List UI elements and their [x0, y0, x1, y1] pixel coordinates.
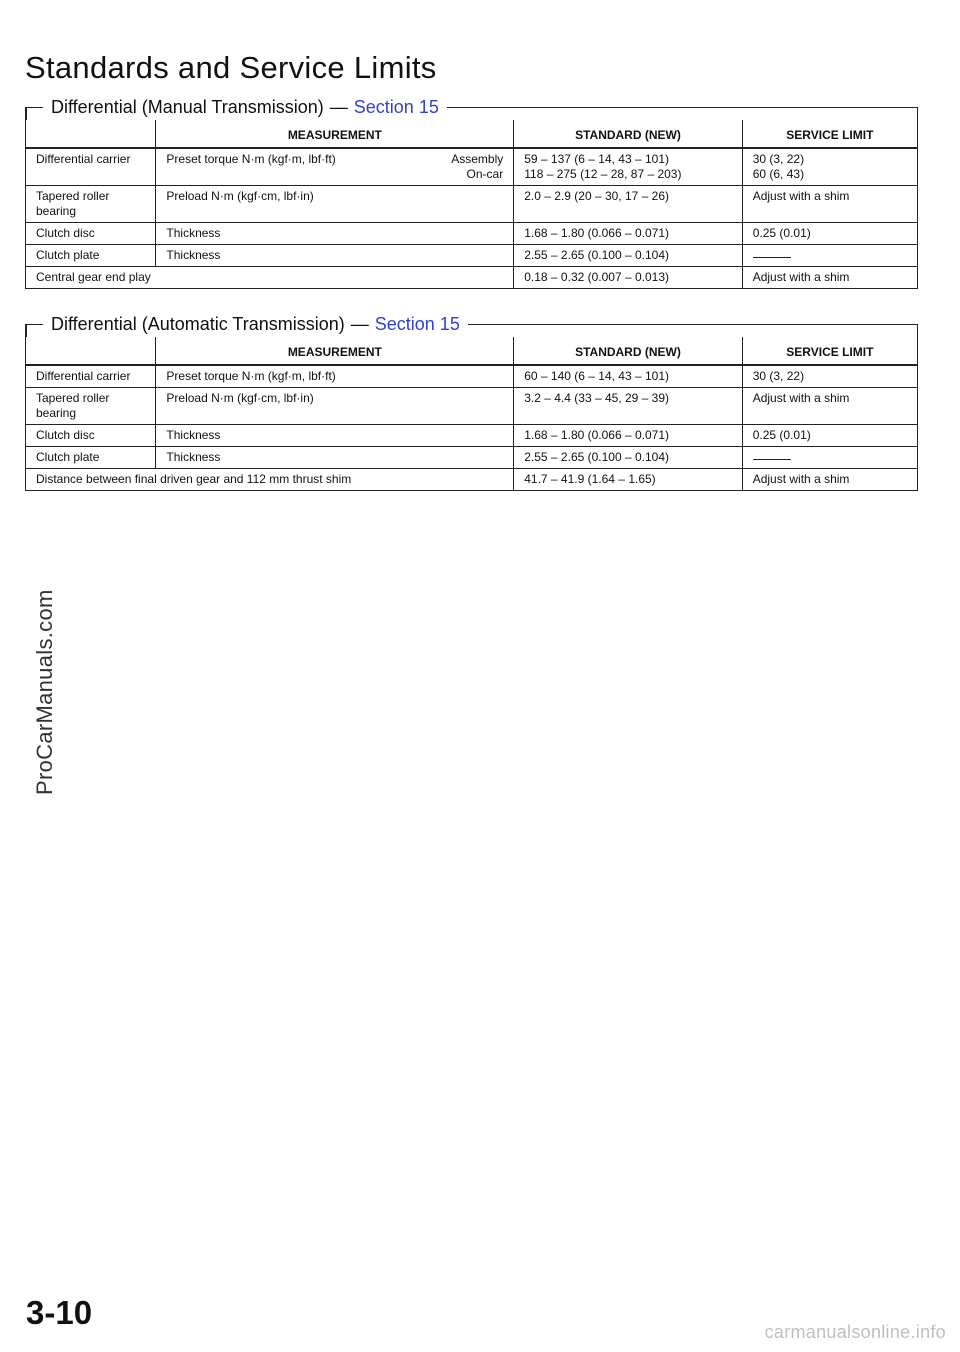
table-header-row [26, 337, 918, 365]
measurement-label: Preset torque N·m (kgf·m, lbf·ft) [166, 152, 336, 166]
measurement-wrap [166, 152, 503, 182]
row-limit [742, 447, 917, 469]
row-measurement: Preload N·m (kgf·cm, lbf·in) [156, 186, 514, 223]
row-limit [742, 245, 917, 267]
row-item: Clutch disc [26, 223, 156, 245]
column-header [26, 337, 156, 365]
row-item: Clutch plate [26, 245, 156, 267]
row-measurement: Thickness [156, 245, 514, 267]
table-row [26, 223, 918, 245]
row-limit: 0.25 (0.01) [742, 223, 917, 245]
column-header: SERVICE LIMIT [742, 120, 917, 148]
spec-table-automatic [25, 337, 918, 491]
table-row [26, 447, 918, 469]
row-measurement: Preset torque N·m (kgf·m, lbf·ft) [156, 365, 514, 388]
row-standard: 2.55 – 2.65 (0.100 – 0.104) [514, 447, 742, 469]
row-item: Central gear end play [26, 267, 514, 289]
table-row [26, 245, 918, 267]
row-standard: 3.2 – 4.4 (33 – 45, 29 – 39) [514, 388, 742, 425]
row-limit: Adjust with a shim [742, 186, 917, 223]
row-standard: 41.7 – 41.9 (1.64 – 1.65) [514, 469, 742, 491]
row-measurement: Thickness [156, 447, 514, 469]
section-dash: — [350, 314, 369, 334]
section-title: Differential (Manual Transmission) [51, 97, 324, 117]
row-item: Differential carrier [26, 365, 156, 388]
row-limit: 30 (3, 22) 60 (6, 43) [742, 148, 917, 186]
column-header: MEASUREMENT [156, 337, 514, 365]
section-link[interactable]: Section 15 [353, 97, 439, 117]
section-title: Differential (Automatic Transmission) [51, 314, 345, 334]
row-limit: 30 (3, 22) [742, 365, 917, 388]
row-item: Clutch disc [26, 425, 156, 447]
column-header: STANDARD (NEW) [514, 337, 742, 365]
row-measurement: Thickness [156, 223, 514, 245]
spec-table-manual [25, 120, 918, 289]
row-item: Tapered roller bearing [26, 186, 156, 223]
row-measurement: Thickness [156, 425, 514, 447]
row-limit: 0.25 (0.01) [742, 425, 917, 447]
table-row [26, 148, 918, 186]
table-header-row [26, 120, 918, 148]
row-limit: Adjust with a shim [742, 388, 917, 425]
limit-dash [753, 459, 791, 460]
row-standard: 60 – 140 (6 – 14, 43 – 101) [514, 365, 742, 388]
row-standard: 2.55 – 2.65 (0.100 – 0.104) [514, 245, 742, 267]
table-row [26, 267, 918, 289]
section-header-automatic [25, 314, 918, 334]
table-row [26, 388, 918, 425]
row-standard: 1.68 – 1.80 (0.066 – 0.071) [514, 425, 742, 447]
page-number: 3-10 [26, 1294, 93, 1331]
table-row [26, 469, 918, 491]
row-standard: 59 – 137 (6 – 14, 43 – 101) 118 – 275 (12 – 28, 87 – 203) [514, 148, 742, 186]
limit-dash [753, 257, 791, 258]
footer-url: carmanualsonline.info [764, 1322, 946, 1342]
row-standard: 1.68 – 1.80 (0.066 – 0.071) [514, 223, 742, 245]
column-header: SERVICE LIMIT [742, 337, 917, 365]
row-measurement: Preload N·m (kgf·cm, lbf·in) [156, 388, 514, 425]
section-dash: — [329, 97, 348, 117]
column-header: STANDARD (NEW) [514, 120, 742, 148]
column-header: MEASUREMENT [156, 120, 514, 148]
measurement-condition: Assembly On-car [451, 152, 504, 181]
row-measurement [156, 148, 514, 186]
section-link[interactable]: Section 15 [374, 314, 460, 334]
row-item: Clutch plate [26, 447, 156, 469]
row-limit: Adjust with a shim [742, 469, 917, 491]
row-item: Differential carrier [26, 148, 156, 186]
row-item: Distance between final driven gear and 112 mm thrust shim [26, 469, 514, 491]
row-standard: 0.18 – 0.32 (0.007 – 0.013) [514, 267, 742, 289]
table-row [26, 186, 918, 223]
row-limit: Adjust with a shim [742, 267, 917, 289]
table-row [26, 365, 918, 388]
column-header [26, 120, 156, 148]
table-row [26, 425, 918, 447]
page-title: Standards and Service Limits [25, 50, 437, 85]
row-item: Tapered roller bearing [26, 388, 156, 425]
section-header-manual [25, 97, 918, 117]
row-standard: 2.0 – 2.9 (20 – 30, 17 – 26) [514, 186, 742, 223]
watermark: ProCarManuals.com [32, 589, 57, 795]
